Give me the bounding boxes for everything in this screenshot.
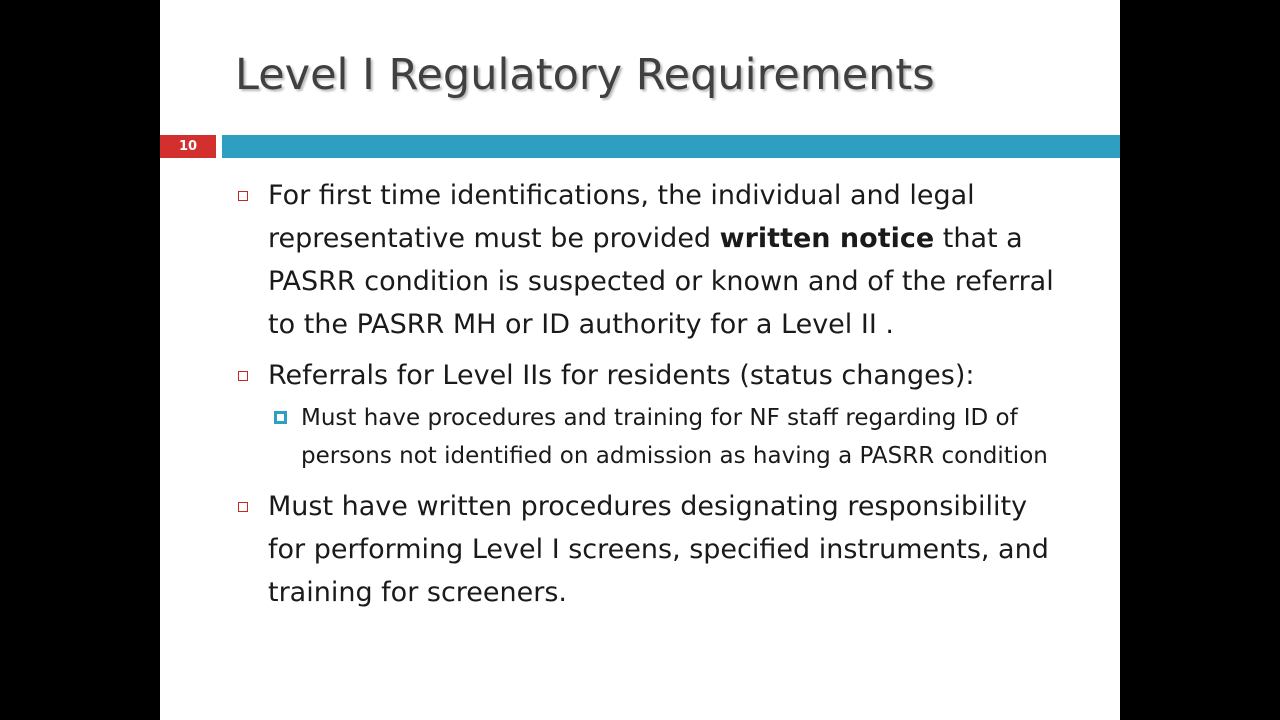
bullet-bold-text: written notice xyxy=(719,223,935,254)
bullet-text: Must have written procedures designating responsibility for performing Level I screens, specified instruments, and training for screeners. xyxy=(268,491,1049,608)
accent-bar xyxy=(222,135,1120,158)
slide-content xyxy=(230,174,1070,622)
slide-number-badge: 10 xyxy=(160,135,216,158)
bullet-item xyxy=(230,485,1070,614)
sub-bullet-text: Must have procedures and training for NF staff regarding ID of persons not identified on admission as having a PASRR condition xyxy=(301,405,1048,469)
square-bullet-icon xyxy=(238,371,248,381)
square-bullet-icon xyxy=(238,502,248,512)
slide-title: Level I Regulatory Requirements xyxy=(235,50,935,100)
bullet-text: For first time identifications, the individual and legal representative must be provided xyxy=(268,180,975,254)
sub-bullet-item xyxy=(268,399,1070,475)
filled-square-bullet-icon xyxy=(274,411,287,424)
square-bullet-icon xyxy=(238,191,248,201)
bullet-item xyxy=(230,354,1070,397)
bullet-item xyxy=(230,174,1070,346)
bullet-text: Referrals for Level IIs for residents (status changes): xyxy=(268,360,975,391)
slide xyxy=(160,0,1120,720)
bullet-text: that a PASRR condition is suspected or known and of the referral to the PASRR MH or ID authority for a Level II . xyxy=(268,223,1054,340)
